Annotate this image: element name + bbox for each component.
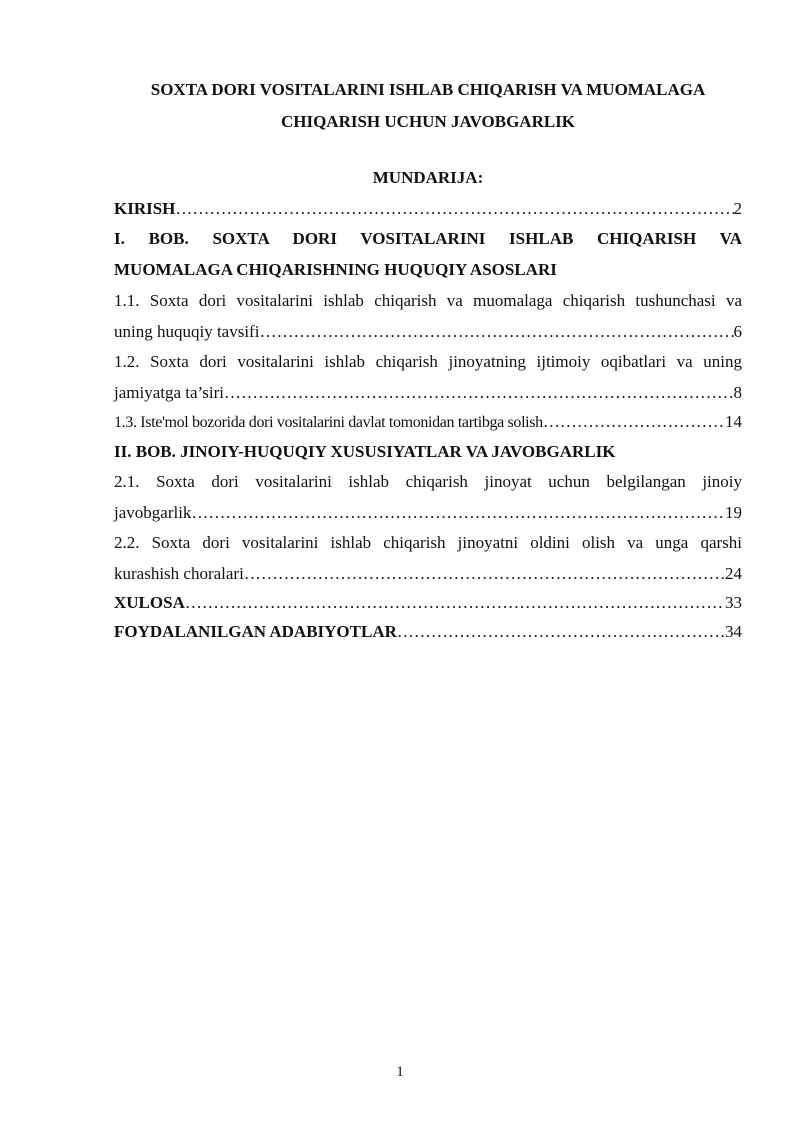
toc-leader-dots	[191, 498, 725, 527]
toc-leader-dots	[185, 588, 725, 617]
toc-entry-xulosa	[114, 588, 742, 617]
toc-entry-page: 14	[725, 412, 742, 431]
toc-entry-page: 19	[725, 503, 742, 522]
toc-chapter-1-line-2: MUOMALAGA CHIQARISHNING HUQUQIY ASOSLARI	[114, 260, 557, 279]
toc-entry-line-2	[114, 317, 742, 346]
table-of-contents	[114, 194, 742, 646]
toc-entry-page: 34	[725, 622, 742, 641]
toc-chapter-2	[114, 437, 742, 466]
toc-leader-dots	[543, 407, 725, 436]
toc-entry-page: 33	[725, 593, 742, 612]
toc-entry-1-3	[114, 407, 742, 437]
toc-leader-dots	[397, 617, 725, 646]
toc-entry-2-1	[114, 466, 742, 527]
toc-entry-page: 2	[733, 199, 742, 218]
document-title	[114, 74, 742, 138]
toc-entry-adabiyotlar	[114, 617, 742, 646]
toc-entry-line-1: 1.1. Soxta dori vositalarini ishlab chiqarish va muomalaga chiqarish tushunchasi va	[114, 291, 742, 310]
toc-entry-line-2	[114, 498, 742, 527]
toc-entry-line-1: 1.2. Soxta dori vositalarini ishlab chiqarish jinoyatning ijtimoiy oqibatlari va uning	[114, 352, 742, 371]
toc-entry-label: kurashish choralari	[114, 564, 244, 583]
toc-entry-label: uning huquqiy tavsifi	[114, 322, 260, 341]
document-title-line-2: CHIQARISH UCHUN JAVOBGARLIK	[280, 112, 576, 131]
toc-chapter-2-label: II. BOB. JINOIY-HUQUQIY XUSUSIYATLAR VA JAVOBGARLIK	[114, 442, 616, 461]
toc-entry-label: javobgarlik	[114, 503, 192, 522]
toc-entry-line-2	[114, 559, 742, 588]
toc-entry-label: FOYDALANILGAN ADABIYOTLAR	[114, 622, 397, 641]
toc-leader-dots	[259, 317, 733, 346]
toc-entry-kirish	[114, 194, 742, 223]
toc-entry-2-2	[114, 527, 742, 588]
toc-chapter-1-line-1: I. BOB. SOXTA DORI VOSITALARINI ISHLAB CHIQARISH VA	[114, 229, 742, 248]
document-page	[114, 74, 742, 646]
toc-entry-line-1: 2.1. Soxta dori vositalarini ishlab chiqarish jinoyat uchun belgilangan jinoiy	[114, 472, 742, 491]
toc-leader-dots	[224, 378, 734, 407]
document-title-line-1: SOXTA DORI VOSITALARINI ISHLAB CHIQARISH VA MUOMALAGA	[150, 80, 706, 99]
toc-entry-1-2	[114, 346, 742, 407]
toc-chapter-1	[114, 223, 742, 285]
toc-entry-line-2	[114, 378, 742, 407]
toc-entry-1-1	[114, 285, 742, 346]
toc-entry-page: 24	[725, 564, 742, 583]
toc-heading: MUNDARIJA:	[372, 168, 484, 187]
toc-entry-page: 8	[733, 383, 742, 402]
toc-entry-line-1: 2.2. Soxta dori vositalarini ishlab chiqarish jinoyatni oldini olish va unga qarshi	[114, 533, 742, 552]
toc-entry-label: XULOSA	[114, 593, 185, 612]
toc-entry-page: 6	[733, 322, 742, 341]
toc-entry-label: KIRISH	[114, 199, 176, 218]
toc-leader-dots	[175, 194, 733, 223]
page-number: 1	[396, 1064, 404, 1080]
toc-entry-label: 1.3. Iste'mol bozorida dori vositalarini davlat tomonidan tartibga solish	[114, 414, 543, 431]
toc-entry-label: jamiyatga ta’siri	[114, 383, 224, 402]
toc-leader-dots	[244, 559, 725, 588]
